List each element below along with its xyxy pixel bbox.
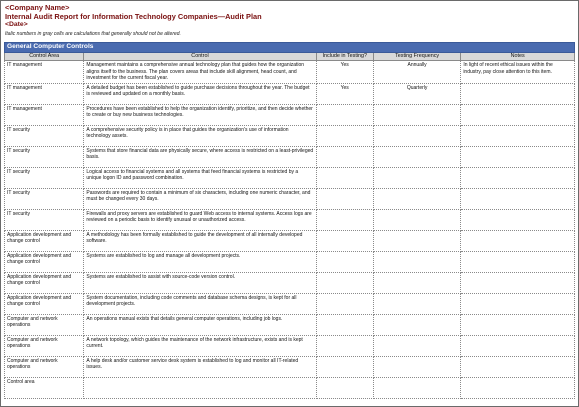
table-row (5, 230, 575, 251)
include-in-testing-cell[interactable] (316, 104, 373, 125)
column-header[interactable]: Testing Frequency (373, 53, 460, 61)
include-in-testing-cell[interactable] (316, 209, 373, 230)
column-header[interactable]: Control Area (5, 53, 84, 61)
company-name: <Company Name> (5, 3, 70, 12)
include-in-testing-cell[interactable] (316, 146, 373, 167)
column-header-row (5, 53, 575, 61)
include-in-testing-cell[interactable] (316, 167, 373, 188)
testing-frequency-cell[interactable] (373, 188, 460, 209)
testing-frequency-cell[interactable] (373, 230, 460, 251)
notes-cell[interactable] (461, 356, 575, 377)
control-area-cell[interactable]: Application development and change control (5, 293, 84, 314)
testing-frequency-cell[interactable]: Quarterly (373, 83, 460, 104)
control-cell[interactable]: Procedures have been established to help the organization identify, prioritize, and then decide whether to create or buy new business technologies. (84, 104, 316, 125)
testing-frequency-cell[interactable] (373, 293, 460, 314)
table-row (5, 272, 575, 293)
notes-cell[interactable] (461, 104, 575, 125)
notes-cell[interactable] (461, 230, 575, 251)
notes-cell[interactable]: In light of recent ethical issues within the industry, pay close attention to this item. (461, 61, 575, 84)
notes-cell[interactable] (461, 146, 575, 167)
table-row (5, 125, 575, 146)
notes-cell[interactable] (461, 188, 575, 209)
control-area-cell[interactable]: Application development and change control (5, 230, 84, 251)
testing-frequency-cell[interactable] (373, 377, 460, 398)
control-area-cell[interactable]: IT security (5, 125, 84, 146)
control-cell[interactable]: A methodology has been formally established to guide the development of all internally developed software. (84, 230, 316, 251)
testing-frequency-cell[interactable] (373, 335, 460, 356)
control-cell[interactable] (84, 377, 316, 398)
control-cell[interactable]: Systems are established to log and manage all development projects. (84, 251, 316, 272)
table-row (5, 83, 575, 104)
notes-cell[interactable] (461, 314, 575, 335)
control-cell[interactable]: System documentation, including code comments and database schema designs, is kept for all development projects. (84, 293, 316, 314)
table-row (5, 167, 575, 188)
testing-frequency-cell[interactable] (373, 251, 460, 272)
control-area-cell[interactable]: Application development and change control (5, 272, 84, 293)
notes-cell[interactable] (461, 167, 575, 188)
include-in-testing-cell[interactable] (316, 251, 373, 272)
control-area-cell[interactable]: Computer and network operations (5, 314, 84, 335)
notes-cell[interactable] (461, 83, 575, 104)
notes-cell[interactable] (461, 377, 575, 398)
testing-frequency-cell[interactable] (373, 104, 460, 125)
control-cell[interactable]: An operations manual exists that details general computer operations, including job logs. (84, 314, 316, 335)
control-cell[interactable]: Management maintains a comprehensive annual technology plan that guides how the organization aligns itself to the business. The plan covers areas that include skill alignment, head count, and investment for the current fiscal year. (84, 61, 316, 84)
include-in-testing-cell[interactable]: Yes (316, 61, 373, 84)
notes-cell[interactable] (461, 209, 575, 230)
control-cell[interactable]: A network topology, which guides the maintenance of the network infrastructure, exists and is kept current. (84, 335, 316, 356)
control-cell[interactable]: Passwords are required to contain a minimum of six characters, including one numeric character, and must be changed every 30 days. (84, 188, 316, 209)
testing-frequency-cell[interactable] (373, 125, 460, 146)
control-cell[interactable]: A detailed budget has been established to guide purchase decisions throughout the year. The budget is reviewed and updated on a monthly basis. (84, 83, 316, 104)
include-in-testing-cell[interactable] (316, 335, 373, 356)
column-header[interactable]: Notes (461, 53, 575, 61)
testing-frequency-cell[interactable]: Annually (373, 61, 460, 84)
control-area-cell[interactable]: Control area (5, 377, 84, 398)
testing-frequency-cell[interactable] (373, 356, 460, 377)
include-in-testing-cell[interactable] (316, 272, 373, 293)
control-cell[interactable]: Firewalls and proxy servers are established to guard Web access to internal systems. Access logs are reviewed on a periodic basis to identify unusual or unauthorized access. (84, 209, 316, 230)
control-area-cell[interactable]: IT security (5, 167, 84, 188)
table-row (5, 356, 575, 377)
table-row (5, 104, 575, 125)
control-area-cell[interactable]: IT security (5, 209, 84, 230)
column-header[interactable]: Include in Testing? (316, 53, 373, 61)
control-area-cell[interactable]: IT security (5, 188, 84, 209)
include-in-testing-cell[interactable]: Yes (316, 83, 373, 104)
control-area-cell[interactable]: Application development and change control (5, 251, 84, 272)
table-row (5, 314, 575, 335)
audit-plan-table (4, 42, 575, 399)
table-row (5, 251, 575, 272)
include-in-testing-cell[interactable] (316, 356, 373, 377)
control-cell[interactable]: A comprehensive security policy is in place that guides the organization's use of information technology assets. (84, 125, 316, 146)
include-in-testing-cell[interactable] (316, 230, 373, 251)
report-title: Internal Audit Report for Information Technology Companies—Audit Plan (5, 12, 262, 21)
control-area-cell[interactable]: Computer and network operations (5, 356, 84, 377)
control-cell[interactable]: A help desk and/or customer service desk system is established to log and monitor all IT-related issues. (84, 356, 316, 377)
table-row (5, 61, 575, 84)
section-title: General Computer Controls (5, 43, 575, 53)
testing-frequency-cell[interactable] (373, 167, 460, 188)
control-area-cell[interactable]: Computer and network operations (5, 335, 84, 356)
table-row (5, 377, 575, 398)
control-area-cell[interactable]: IT management (5, 83, 84, 104)
control-area-cell[interactable]: IT management (5, 61, 84, 84)
control-cell[interactable]: Systems are established to assist with source-code version control. (84, 272, 316, 293)
report-date: <Date> (5, 21, 28, 28)
include-in-testing-cell[interactable] (316, 125, 373, 146)
notes-cell[interactable] (461, 125, 575, 146)
include-in-testing-cell[interactable] (316, 314, 373, 335)
notes-cell[interactable] (461, 272, 575, 293)
control-area-cell[interactable]: IT management (5, 104, 84, 125)
table-row (5, 293, 575, 314)
include-in-testing-cell[interactable] (316, 293, 373, 314)
testing-frequency-cell[interactable] (373, 272, 460, 293)
instruction-note: Italic numbers in gray cells are calculations that generally should not be altered. (5, 31, 181, 37)
table-row (5, 209, 575, 230)
testing-frequency-cell[interactable] (373, 209, 460, 230)
control-cell[interactable]: Systems that store financial data are physically secure, where access is restricted on a least-privileged basis. (84, 146, 316, 167)
table-row (5, 188, 575, 209)
table-row (5, 146, 575, 167)
include-in-testing-cell[interactable] (316, 377, 373, 398)
notes-cell[interactable] (461, 251, 575, 272)
control-cell[interactable]: Logical access to financial systems and all systems that feed financial systems is restricted by a unique logon ID and password combination. (84, 167, 316, 188)
notes-cell[interactable] (461, 293, 575, 314)
section-header-row (5, 43, 575, 53)
testing-frequency-cell[interactable] (373, 314, 460, 335)
control-area-cell[interactable]: IT security (5, 146, 84, 167)
table-row (5, 335, 575, 356)
column-header[interactable]: Control (84, 53, 316, 61)
include-in-testing-cell[interactable] (316, 188, 373, 209)
notes-cell[interactable] (461, 335, 575, 356)
testing-frequency-cell[interactable] (373, 146, 460, 167)
